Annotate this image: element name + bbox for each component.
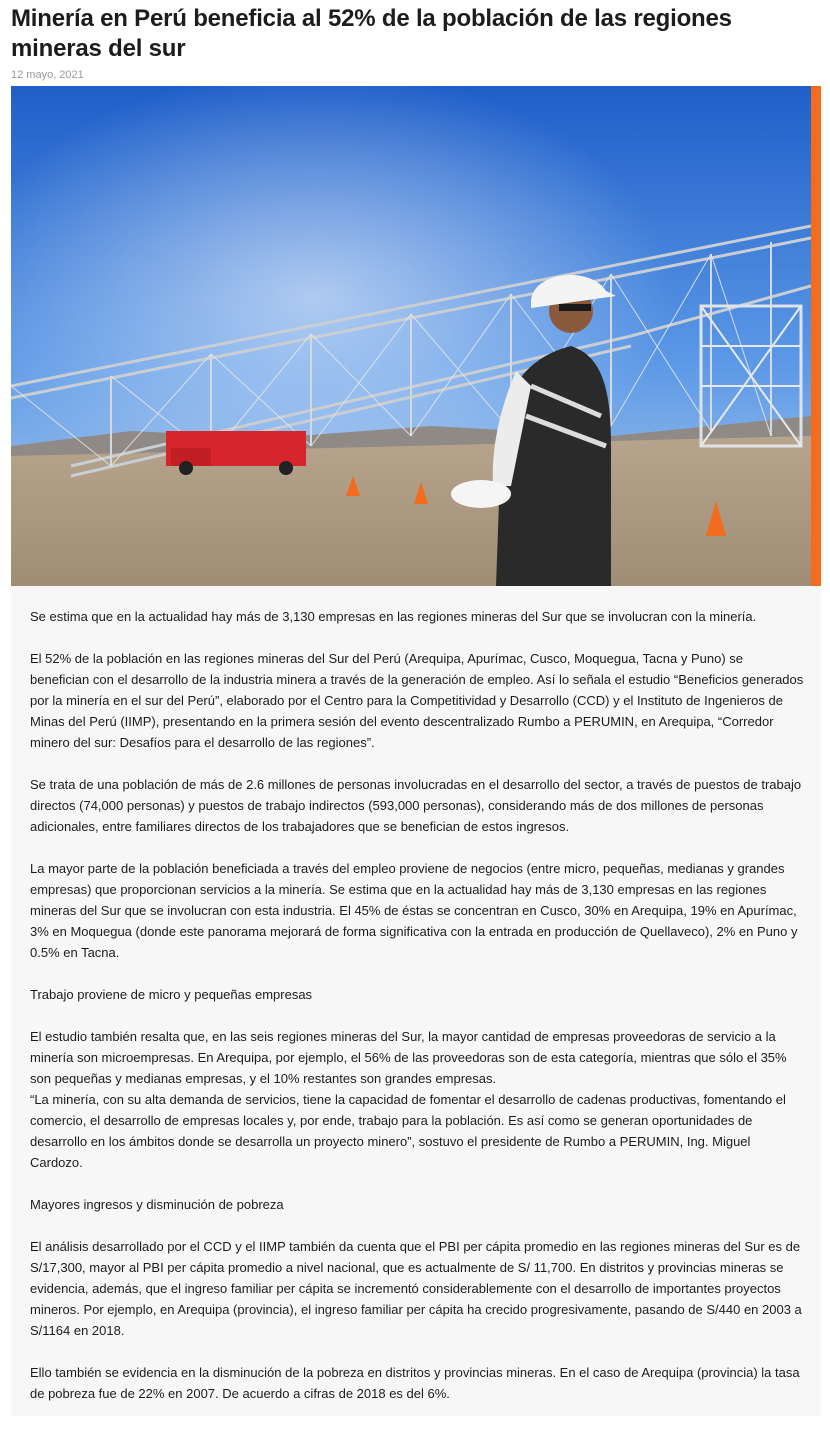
paragraph: Ello también se evidencia en la disminución de la pobreza en distritos y provincias mineras. En el caso de Arequipa (provincia) la tasa de pobreza fue de 22% en 2007. De acuerdo a cifras de 2018 es del 6%. [30, 1365, 800, 1401]
article-date: 12 mayo, 2021 [11, 69, 84, 81]
article-hero-image [11, 86, 811, 586]
article-body [30, 606, 805, 1425]
paragraph: “La minería, con su alta demanda de servicios, tiene la capacidad de fomentar el desarrollo de cadenas productivas, fomentando el comercio, el desarrollo de empresas locales y, por ende, trabajo para la población. Es así como se generan oportunidades de desarrollo en los ámbitos donde se desarrolla un proyecto minero”, sostuvo el presidente de Rumbo a PERUMIN, Ing. Miguel Cardozo. [30, 1092, 786, 1170]
section-subheading: Trabajo proviene de micro y pequeñas empresas [30, 987, 313, 1002]
paragraph: La mayor parte de la población beneficiada a través del empleo proviene de negocios (entre micro, pequeñas, medianas y grandes empresas) que proporcionan servicios a la minería. Se estima que en la actualidad hay más de 3,130 empresas en las regiones mineras del Sur que se involucran con esta industria. El 45% de éstas se concentran en Cusco, 30% en Arequipa, 19% en Apurímac, 3% en Moquegua (donde este panorama mejorará de forma significativa con la entrada en producción de Quellaveco), 2% en Puno y 0.5% en Tacna. [30, 861, 798, 960]
paragraph: El 52% de la población en las regiones mineras del Sur del Perú (Arequipa, Apurímac, Cusco, Moquegua, Tacna y Puno) se benefician con el desarrollo de la industria minera a través de la generación de empleo. Así lo señala el estudio “Beneficios generados por la minería en el sur del Perú”, elaborado por el Centro para la Competitividad y Desarrollo (CCD) y el Instituto de Ingenieros de Minas del Perú (IIMP), presentando en la primera sesión del evento descentralizado Rumbo a PERUMIN, en Arequipa, “Corredor minero del sur: Desafíos para el desarrollo de las regiones”. [30, 651, 804, 750]
section-subheading: Mayores ingresos y disminución de pobreza [30, 1197, 284, 1212]
paragraph: El análisis desarrollado por el CCD y el IIMP también da cuenta que el PBI per cápita promedio en las regiones mineras del Sur es de S/17,300, mayor al PBI per cápita promedio a nivel nacional, que es actualmente de S/ 11,700. En distritos y provincias mineras se evidencia, además, que el ingreso familiar per cápita se incrementó considerablemente con el desarrollo de importantes proyectos mineros. Por ejemplo, en Arequipa (provincia), el ingreso familiar per cápita ha crecido progresivamente, pasando de S/440 en 2003 a S/1164 en 2018. [30, 1239, 802, 1338]
paragraph: El estudio también resalta que, en las seis regiones mineras del Sur, la mayor cantidad de empresas proveedoras de servicio a la minería son microempresas. En Arequipa, por ejemplo, el 56% de las proveedoras son de esta categoría, mientras que sólo el 35% son pequeñas y medianas empresas, y el 10% restantes son grandes empresas. [30, 1029, 787, 1086]
accent-bar [811, 86, 821, 586]
article-title: Minería en Perú beneficia al 52% de la población de las regiones mineras del sur [11, 5, 732, 62]
paragraph: Se trata de una población de más de 2.6 millones de personas involucradas en el desarrollo del sector, a través de puestos de trabajo directos (74,000 personas) y puestos de trabajo indirectos (593,000 personas), considerando más de dos millones de personas adicionales, entre familiares directos de los trabajadores que se benefician de estos ingresos. [30, 777, 802, 834]
mine-worker-photo [11, 86, 811, 586]
paragraph: Se estima que en la actualidad hay más de 3,130 empresas en las regiones mineras del Sur que se involucran con la minería. [30, 609, 757, 624]
